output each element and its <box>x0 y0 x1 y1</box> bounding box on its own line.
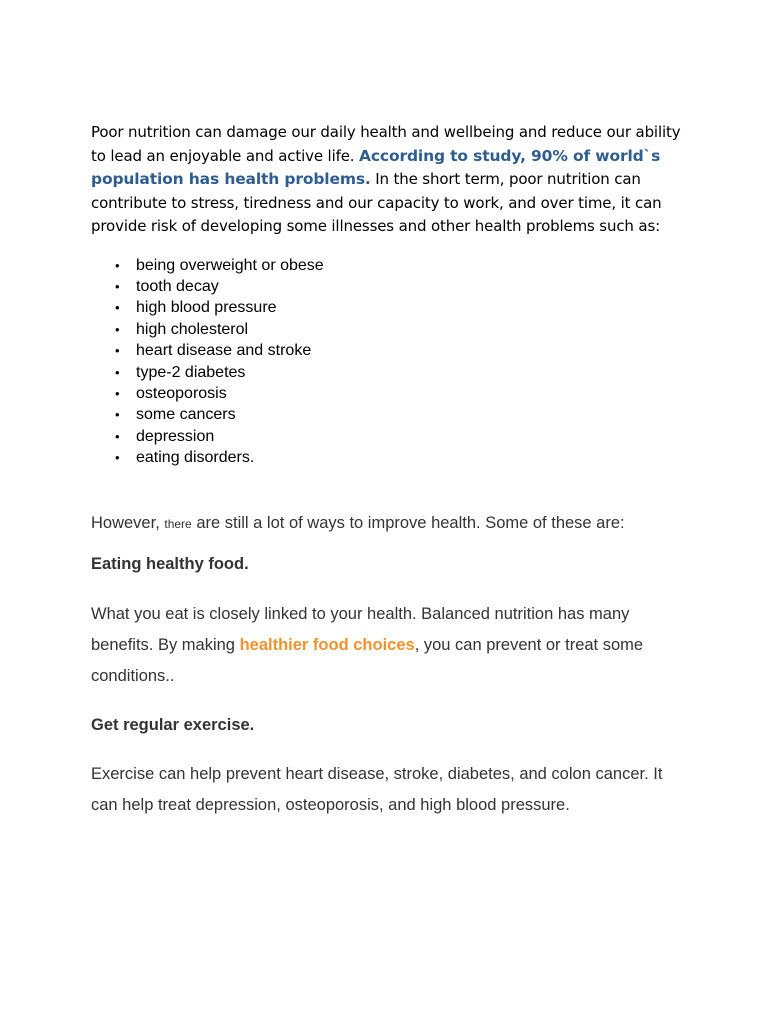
however-after: are still a lot of ways to improve health. Some of these are: <box>191 513 625 532</box>
bullet-icon: • <box>115 278 120 294</box>
healthy-food-text-before: What you eat is closely linked to your health. Balanced nutrition has many benefits. By making <box>91 604 630 654</box>
section-heading-healthy-food: Eating healthy food. <box>91 554 249 573</box>
list-item-text: type-2 diabetes <box>136 363 246 381</box>
healthy-food-paragraph <box>91 599 691 692</box>
intro-highlight: According to study, 90% of world`s population has health problems. <box>91 146 661 188</box>
list-item <box>91 404 691 425</box>
list-item-text: tooth decay <box>136 277 219 295</box>
list-item <box>91 276 691 297</box>
list-item-text: high cholesterol <box>136 320 249 338</box>
healthier-food-choices-link[interactable]: healthier food choices <box>239 635 415 654</box>
bullet-icon: • <box>115 321 120 337</box>
list-item-text: depression <box>136 427 215 445</box>
list-item <box>91 447 691 468</box>
list-item <box>91 383 691 404</box>
health-problems-list <box>91 255 691 469</box>
list-item <box>91 319 691 340</box>
however-small-word: there <box>164 516 192 531</box>
list-item-text: osteoporosis <box>136 384 227 402</box>
list-item <box>91 297 691 318</box>
bullet-icon: • <box>115 385 120 401</box>
document-body <box>91 121 691 821</box>
intro-paragraph <box>91 121 691 239</box>
list-item-text: high blood pressure <box>136 299 277 317</box>
intro-text-after: In the short term, poor nutrition can contribute to stress, tiredness and our capacity to work, and over time, it can provide risk of developing some illnesses and other health problems such as: <box>91 170 662 235</box>
bullet-icon: • <box>115 300 120 316</box>
however-paragraph <box>91 513 691 534</box>
list-item <box>91 426 691 447</box>
list-item <box>91 255 691 276</box>
however-before: However, <box>91 513 165 532</box>
list-item-text: eating disorders. <box>136 449 255 467</box>
list-item <box>91 340 691 361</box>
list-item-text: some cancers <box>136 406 236 424</box>
intro-text-before: Poor nutrition can damage our daily health and wellbeing and reduce our ability to lead an enjoyable and active life. <box>91 123 681 165</box>
section-heading-exercise: Get regular exercise. <box>91 715 255 734</box>
bullet-icon: • <box>115 343 120 359</box>
bullet-icon: • <box>115 407 120 423</box>
bullet-icon: • <box>115 257 120 273</box>
list-item <box>91 362 691 383</box>
bullet-icon: • <box>115 450 120 466</box>
healthy-food-text-after: , you can prevent or treat some conditions.. <box>91 635 644 685</box>
bullet-icon: • <box>115 364 120 380</box>
bullet-icon: • <box>115 428 120 444</box>
exercise-paragraph: Exercise can help prevent heart disease, stroke, diabetes, and colon cancer. It can help treat depression, osteoporosis, and high blood pressure. <box>91 764 663 814</box>
list-item-text: being overweight or obese <box>136 256 324 274</box>
list-item-text: heart disease and stroke <box>136 342 312 360</box>
